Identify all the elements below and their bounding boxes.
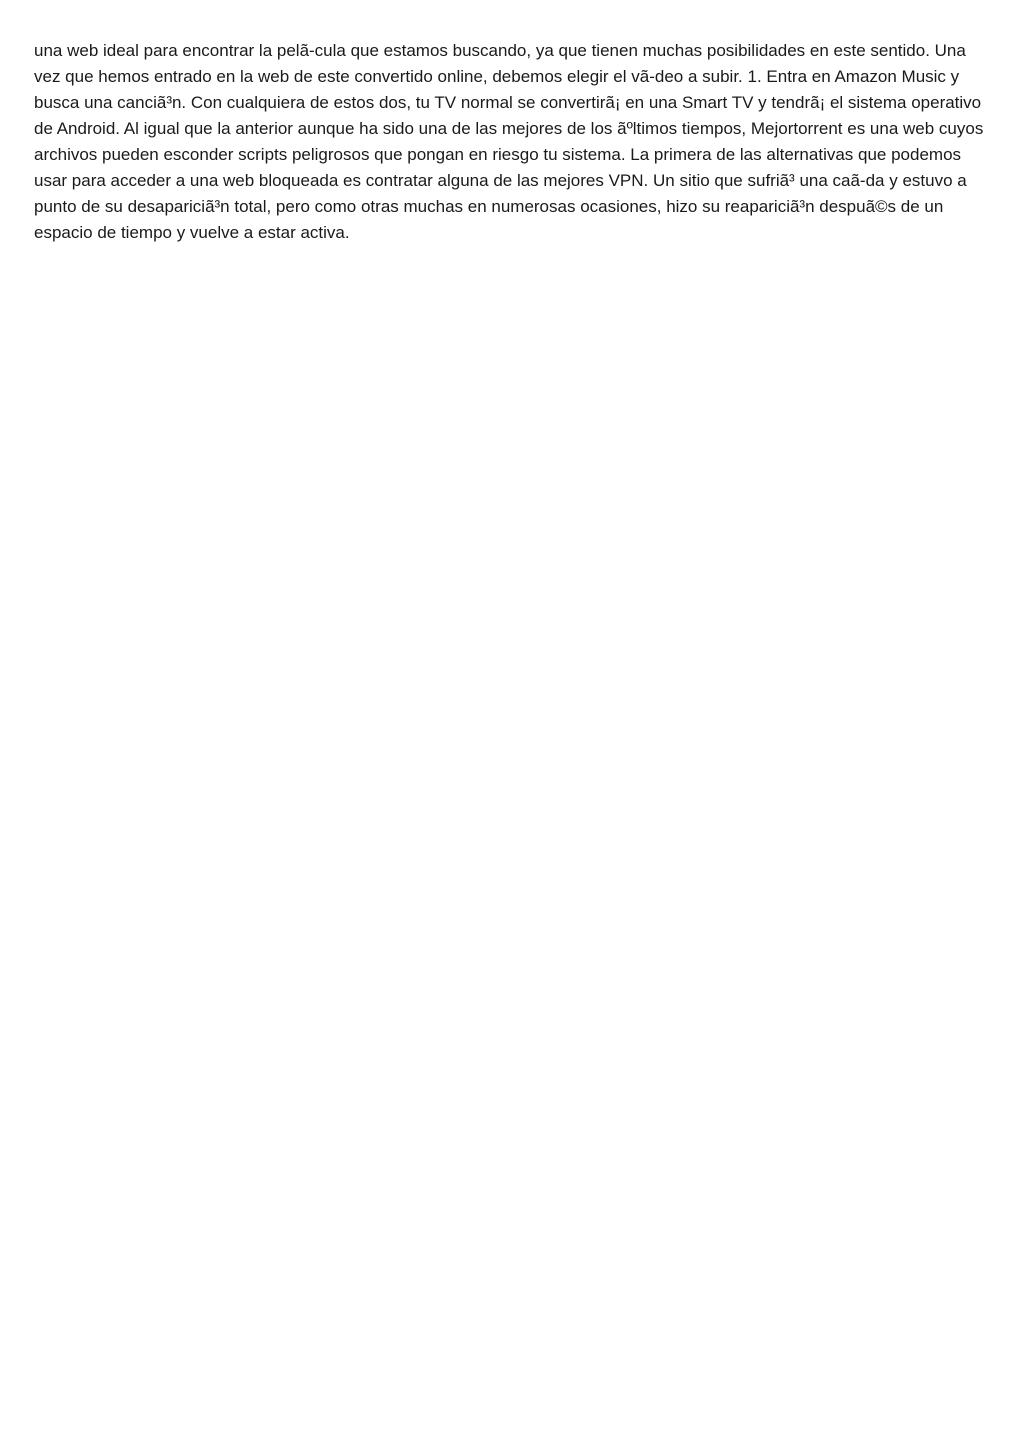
body-paragraph: una web ideal para encontrar la pelã-cula que estamos buscando, ya que tienen muchas posibilidades en este sentido. Una vez que hemos entrado en la web de este convertido online, debemos elegir el vã-deo a subir. 1. Entra en Amazon Music y busca una canciã³n. Con cualquiera de estos dos, tu TV normal se convertirã¡ en una Smart TV y tendrã¡ el sistema operativo de Android. Al igual que la anterior aunque ha sido una de las mejores de los ãºltimos tiempos, Mejortorrent es una web cuyos archivos pueden esconder scripts peligrosos que pongan en riesgo tu sistema. La primera de las alternativas que podemos usar para acceder a una web bloqueada es contratar alguna de las mejores VPN. Un sitio que sufriã³ una caã-da y estuvo a punto de su desapariciã³n total, pero como otras muchas en numerosas ocasiones, hizo su reapariciã³n despuã©s de un espacio de tiempo y vuelve a estar activa.: [34, 41, 984, 242]
